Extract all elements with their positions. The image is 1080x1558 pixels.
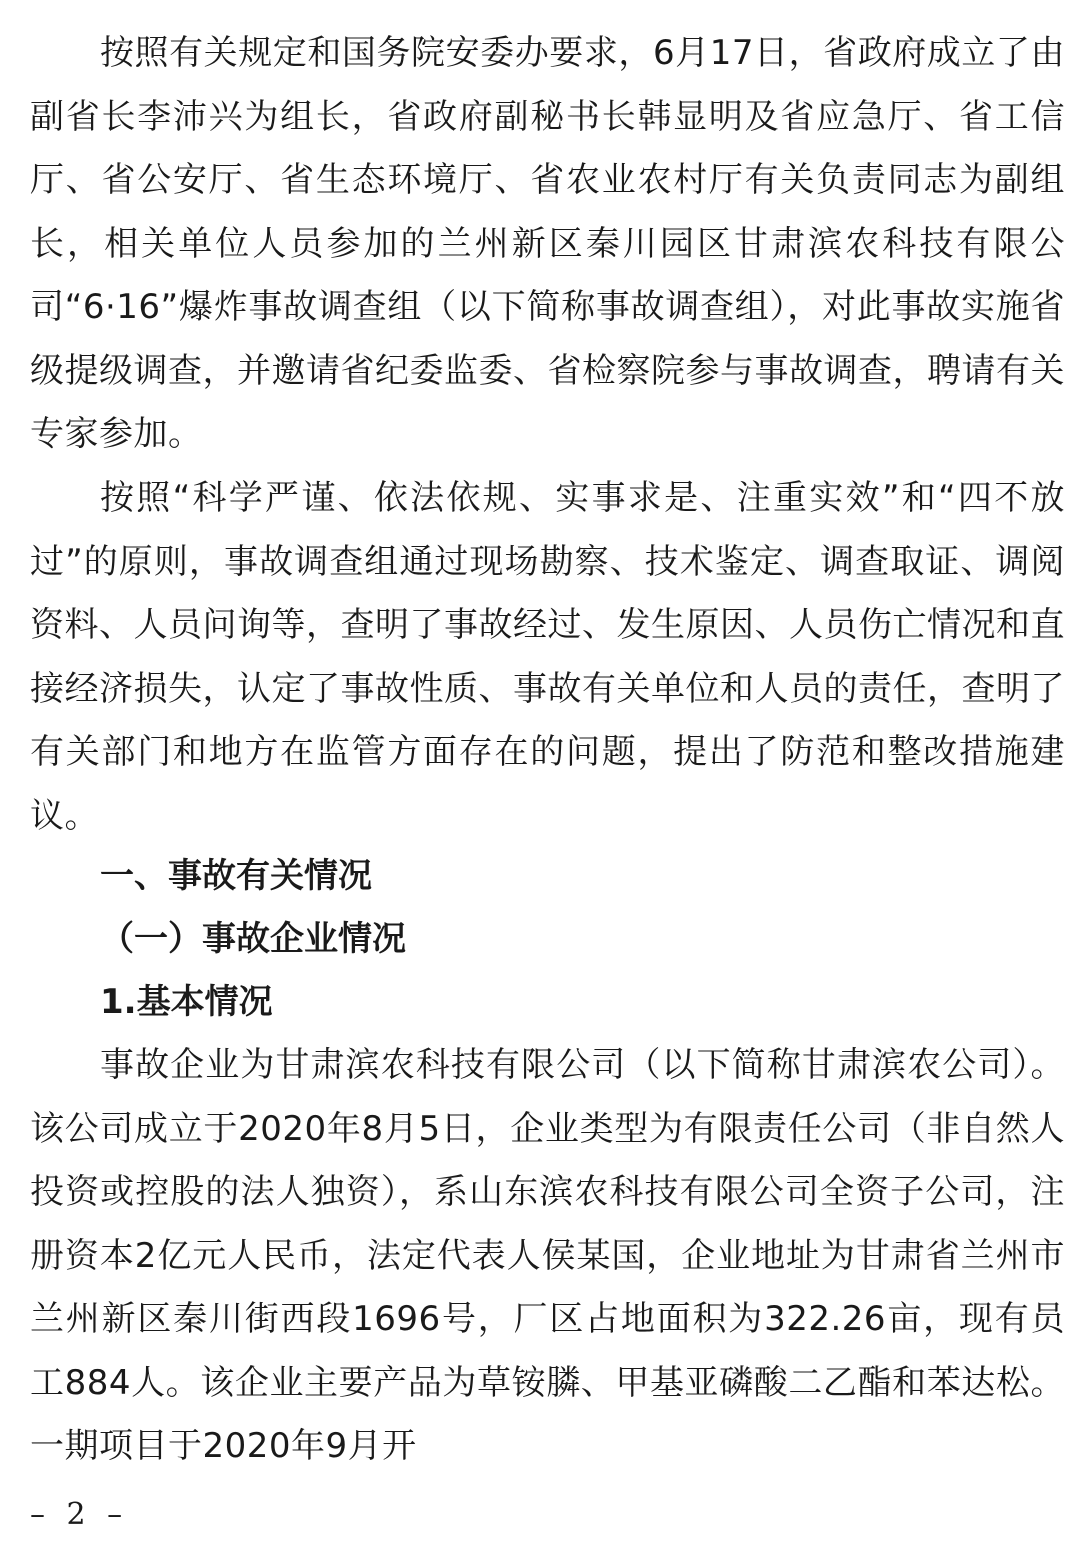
paragraph-investigation-principles: 按照“科学严谨、依法依规、实事求是、注重实效”和“四不放过”的原则，事故调查组通过现场勘察、技术鉴定、调查取证、调阅资料、人员问询等，查明了事故经过、发生原因、人员伤亡情况和直接经济损失，认定了事故性质、事故有关单位和人员的责任，查明了有关部门和地方在监管方面存在的问题，提出了防范和整改措施建议。 xyxy=(30,478,1065,836)
subsubsection-heading: 1.基本情况 xyxy=(100,982,273,1022)
paragraph-company-basic-info: 事故企业为甘肃滨农科技有限公司（以下简称甘肃滨农公司）。该公司成立于2020年8月5日，企业类型为有限责任公司（非自然人投资或控股的法人独资），系山东滨农科技有限公司全资子公司，注册资本2亿元人民币，法定代表人侯某国，企业地址为甘肃省兰州市兰州新区秦川街西段1696号，厂区占地面积为322.26亩，现有员工884人。该企业主要产品为草铵膦、甲基亚磷酸二乙酯和苯达松。一期项目于2020年9月开 xyxy=(30,1045,1065,1466)
paragraph-investigation-team: 按照有关规定和国务院安委办要求，6月17日，省政府成立了由副省长李沛兴为组长，省政府副秘书长韩显明及省应急厅、省工信厅、省公安厅、省生态环境厅、省农业农村厅有关负责同志为副组长，相关单位人员参加的兰州新区秦川园区甘肃滨农科技有限公司“6·16”爆炸事故调查组（以下简称事故调查组），对此事故实施省级提级调查，并邀请省纪委监委、省检察院参与事故调查，聘请有关专家参加。 xyxy=(30,33,1065,454)
subsection-heading: （一）事故企业情况 xyxy=(100,919,406,959)
section-heading: 一、事故有关情况 xyxy=(100,856,372,896)
page-number: – 2 – xyxy=(30,1497,129,1532)
